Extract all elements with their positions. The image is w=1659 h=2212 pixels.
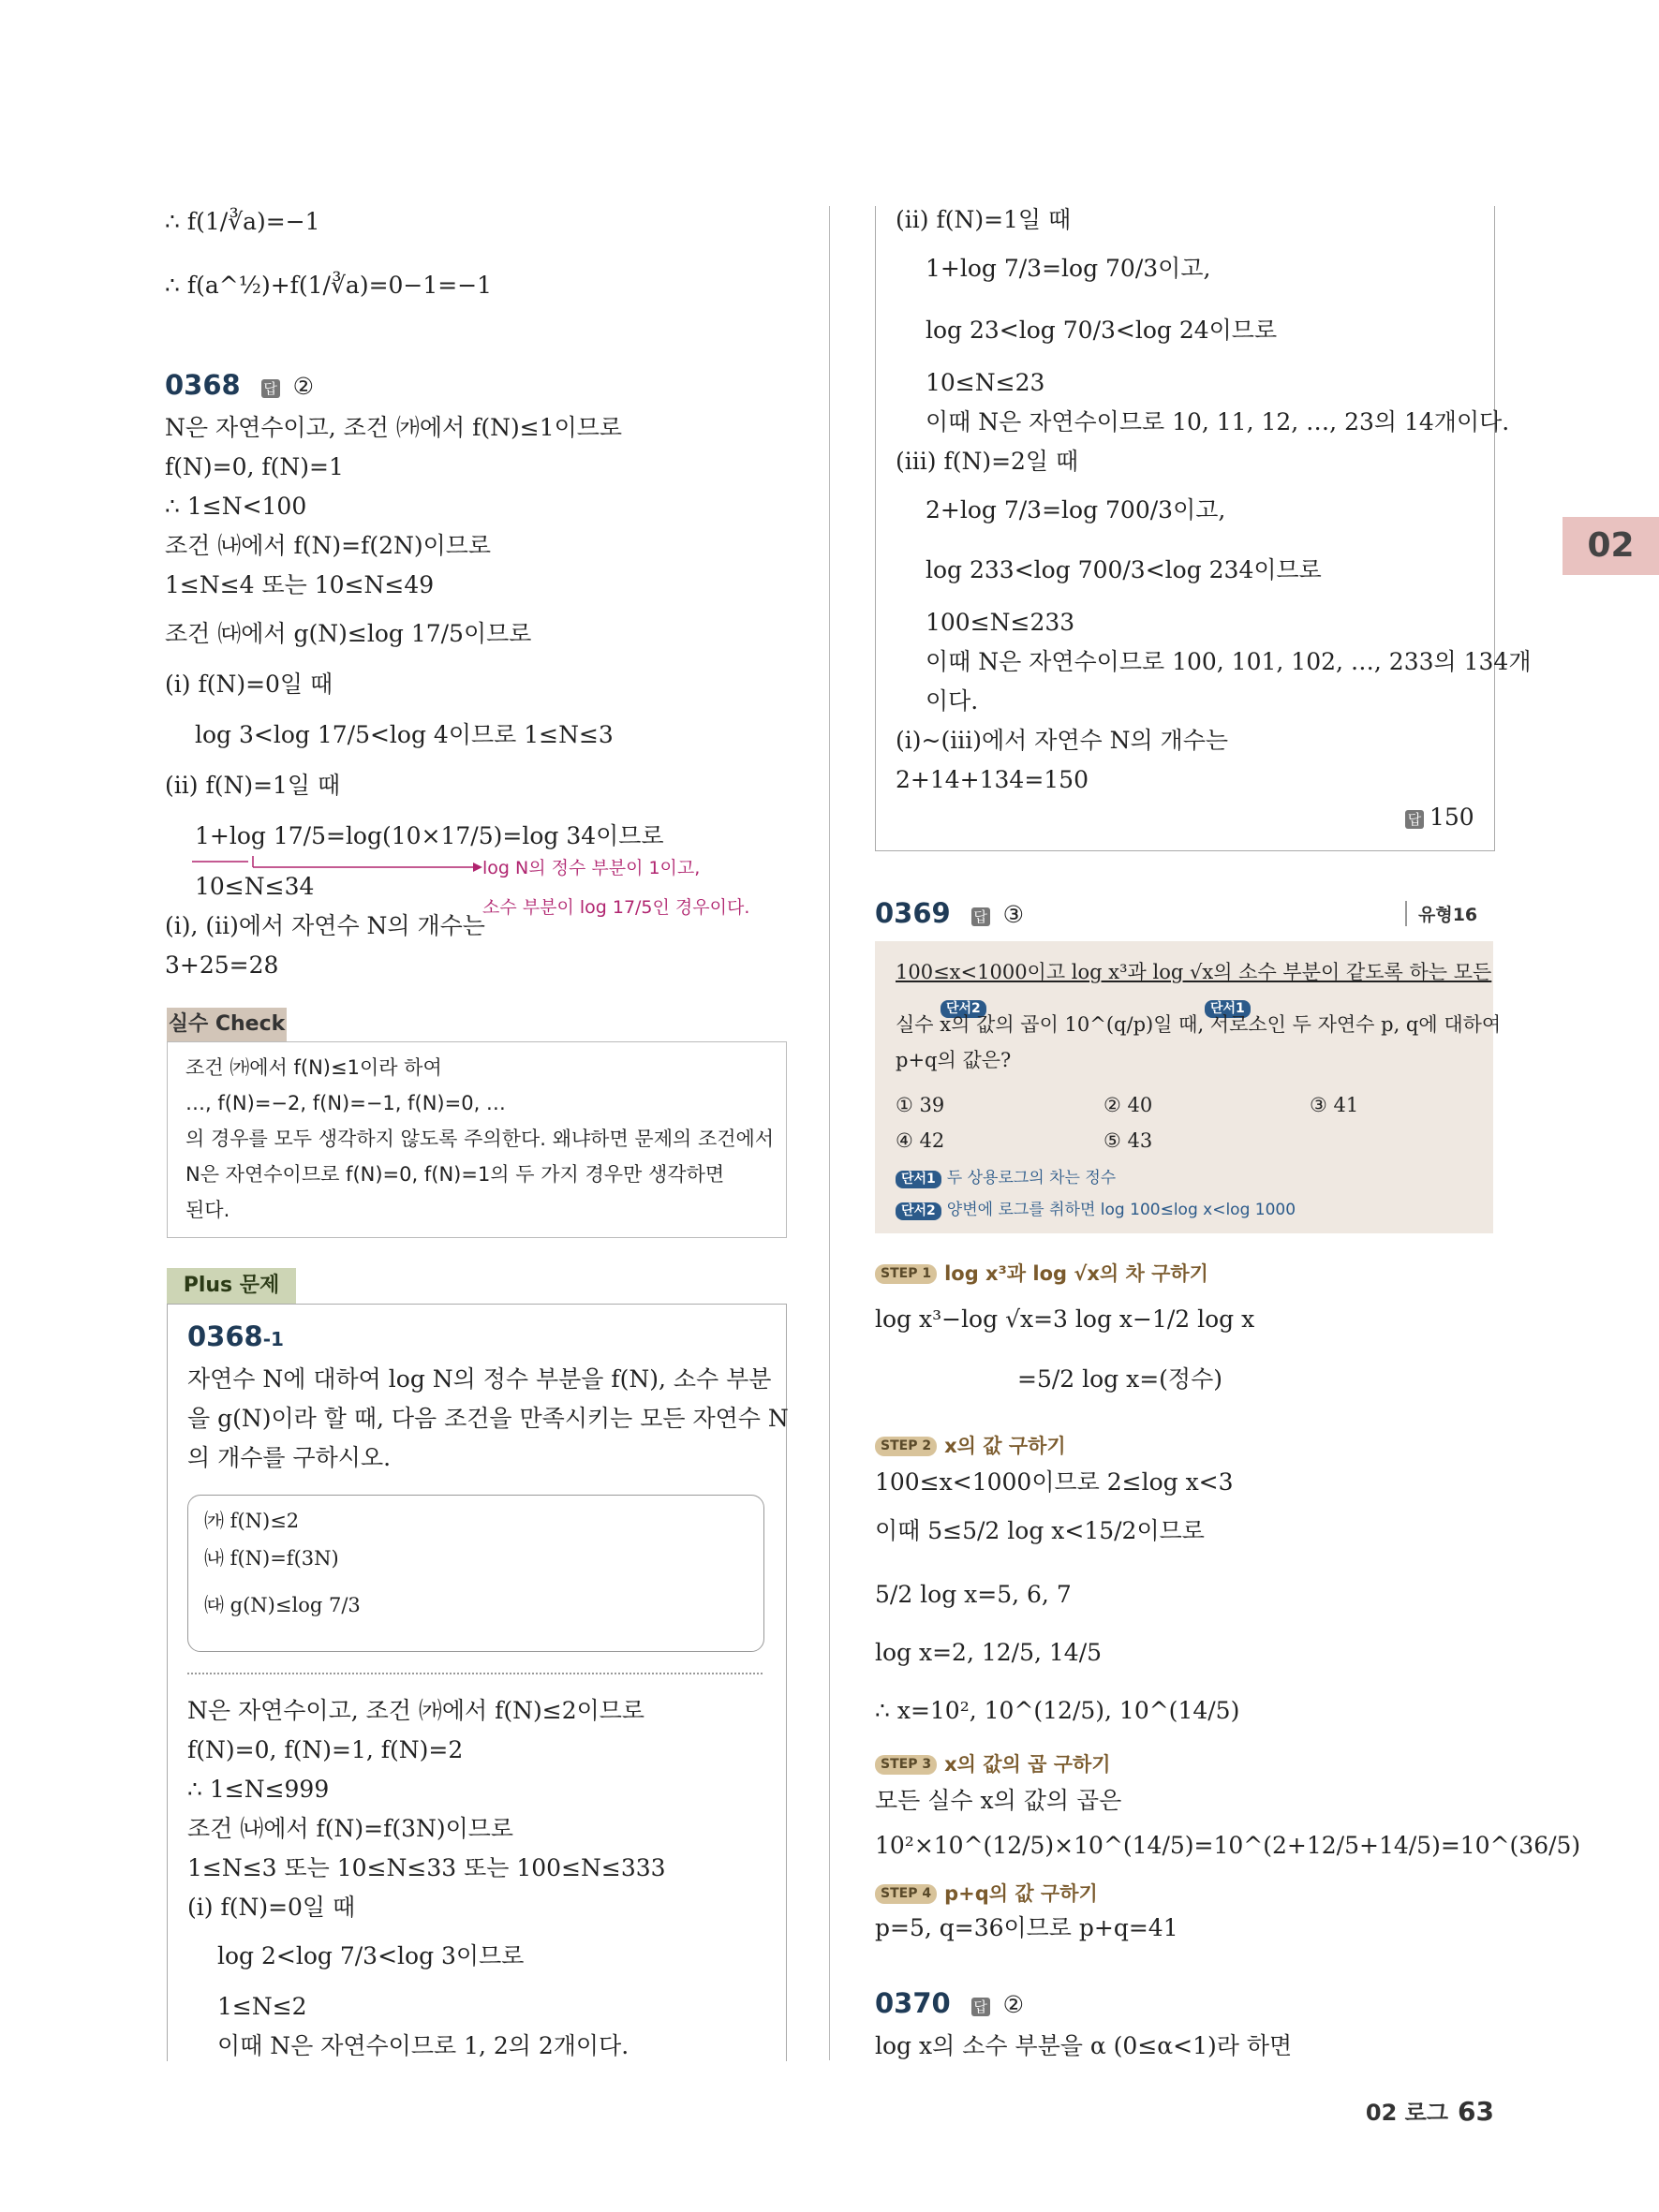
q0368-line: 10≤N≤34 (195, 873, 315, 900)
dotted-separator (187, 1673, 763, 1674)
right-line: 이때 N은 자연수이므로 100, 101, 102, …, 233의 134개 (926, 648, 1532, 675)
q0368-line: ∴ 1≤N<100 (165, 493, 307, 520)
q0369-answer: ③ (1002, 901, 1025, 928)
right-line: (iii) f(N)=2일 때 (896, 448, 1079, 475)
q0368-line: 조건 ㈐에서 g(N)≤log 17/5이므로 (165, 620, 532, 647)
plus-solution-line: log 2<log 7/3<log 3이므로 (217, 1942, 525, 1969)
plus-sub-number: -1 (262, 1328, 284, 1350)
problem-0369-box (875, 941, 1493, 1233)
q0368-line: f(N)=0, f(N)=1 (165, 453, 344, 480)
annotation-line-1: log N의 정수 부분이 1이고, (482, 858, 701, 878)
type-label: 유형16 (1405, 901, 1477, 926)
answer-icon: 답 (971, 907, 990, 926)
q0368-number: 0368 (165, 369, 241, 401)
step-2-line: log x=2, 12/5, 14/5 (875, 1639, 1103, 1666)
hint-1-text: 두 상용로그의 차는 정수 (946, 1169, 1117, 1187)
answer-150-value: 150 (1429, 804, 1474, 831)
q0368-answer: ② (292, 373, 315, 400)
right-line: 10≤N≤23 (926, 369, 1045, 396)
condition-b: ㈏ f(N)=f(3N) (204, 1547, 339, 1570)
hint-2-text: 양변에 로그를 취하면 log 100≤log x<log 1000 (946, 1201, 1296, 1219)
step-2-header (875, 1431, 1066, 1459)
hint-2 (896, 1193, 1296, 1221)
hint-1 (896, 1161, 1116, 1189)
left-line-2: ∴ f(a^½)+f(1/∛a)=0−1=−1 (165, 272, 493, 299)
problem-line: 실수 x의 값의 곱이 10^(q/p)일 때, 서로소인 두 자연수 p, q에 대하여 (896, 1013, 1502, 1036)
q0368-line: 3+25=28 (165, 951, 279, 979)
right-line: 2+log 7/3=log 700/3이고, (926, 496, 1226, 524)
q0369-header (875, 897, 1024, 930)
q0370-line: log x의 소수 부분을 α (0≤α<1)라 하면 (875, 2032, 1293, 2059)
q0370-header (875, 1987, 1024, 2020)
check-line: …, f(N)=−2, f(N)=−1, f(N)=0, … (185, 1092, 506, 1114)
plus-question-line: 의 개수를 구하시오. (187, 1444, 392, 1471)
problem-line: p+q의 값은? (896, 1049, 1012, 1071)
answer-icon: 답 (971, 1998, 990, 2016)
q0368-line: 1≤N≤4 또는 10≤N≤49 (165, 571, 435, 598)
q0369-number: 0369 (875, 897, 951, 929)
step-2-title: x의 값 구하기 (944, 1435, 1066, 1457)
step-4-badge: STEP 4 (875, 1884, 937, 1904)
chapter-side-tab: 02 (1563, 517, 1659, 575)
right-line: log 233<log 700/3<log 234이므로 (926, 556, 1322, 583)
check-tab: 실수 Check (167, 1008, 287, 1041)
step-2-badge: STEP 2 (875, 1437, 937, 1456)
right-line: 이때 N은 자연수이므로 10, 11, 12, …, 23의 14개이다. (926, 408, 1510, 435)
problem-line: 100≤x<1000이고 log x³과 log √x의 소수 부분이 같도록 하는 모든 (896, 961, 1492, 983)
q0370-number: 0370 (875, 1987, 951, 2019)
hint-2-badge: 단서2 (896, 1202, 941, 1220)
answer-icon: 답 (1405, 810, 1424, 829)
check-line: N은 자연수이므로 f(N)=0, f(N)=1의 두 가지 경우만 생각하면 (185, 1163, 725, 1186)
step-1-line: =5/2 log x=(정수) (1017, 1365, 1222, 1393)
condition-a: ㈎ f(N)≤2 (204, 1510, 300, 1532)
step-3-line: 모든 실수 x의 값의 곱은 (875, 1787, 1122, 1814)
hint-tag-1-label: 단서1 (1205, 1000, 1251, 1018)
right-line: (ii) f(N)=1일 때 (896, 206, 1072, 233)
condition-c: ㈐ g(N)≤log 7/3 (204, 1594, 361, 1616)
plus-solution-line: N은 자연수이고, 조건 ㈎에서 f(N)≤2이므로 (187, 1697, 645, 1724)
check-line: 된다. (185, 1199, 230, 1221)
step-4-line: p=5, q=36이므로 p+q=41 (875, 1914, 1178, 1941)
step-3-badge: STEP 3 (875, 1755, 937, 1775)
q0368-line: 1+log 17/5=log(10×17/5)=log 34이므로 (195, 822, 664, 849)
step-1-line: log x³−log √x=3 log x−1/2 log x (875, 1305, 1255, 1333)
q0368-line: (i), (ii)에서 자연수 N의 개수는 (165, 912, 485, 939)
plus-number: 0368 (187, 1320, 263, 1352)
right-line: 이다. (926, 687, 979, 715)
hint-tag-2-label: 단서2 (941, 1000, 986, 1018)
q0368-line: N은 자연수이고, 조건 ㈎에서 f(N)≤1이므로 (165, 414, 623, 441)
right-line: 1+log 7/3=log 70/3이고, (926, 255, 1211, 282)
plus-solution-line: 이때 N은 자연수이므로 1, 2의 2개이다. (217, 2032, 630, 2059)
step-4-title: p+q의 값 구하기 (944, 1882, 1098, 1905)
plus-tab: Plus 문제 (167, 1268, 296, 1304)
page-number: 63 (1458, 2096, 1494, 2127)
choice-4: ④ 42 (896, 1129, 945, 1152)
answer-150 (1392, 804, 1474, 832)
q0368-line: (i) f(N)=0일 때 (165, 671, 333, 698)
plus-solution-line: 1≤N≤3 또는 10≤N≤33 또는 100≤N≤333 (187, 1854, 666, 1881)
left-line-1: ∴ f(1/∛a)=−1 (165, 208, 320, 235)
step-1-badge: STEP 1 (875, 1264, 937, 1284)
plus-solution-line: 1≤N≤2 (217, 1993, 307, 2020)
step-3-line: 10²×10^(12/5)×10^(14/5)=10^(2+12/5+14/5)=10^(36/5) (875, 1832, 1581, 1859)
footer-chapter: 02 로그 (1365, 2100, 1449, 2126)
plus-solution-line: (i) f(N)=0일 때 (187, 1894, 356, 1921)
right-line: 100≤N≤233 (926, 609, 1075, 636)
check-line: 조건 ㈎에서 f(N)≤1이라 하여 (185, 1056, 442, 1079)
annotation-arrow (192, 854, 492, 877)
step-2-line: 이때 5≤5/2 log x<15/2이므로 (875, 1517, 1205, 1544)
step-2-line: ∴ x=10², 10^(12/5), 10^(14/5) (875, 1697, 1240, 1724)
hint-1-badge: 단서1 (896, 1171, 941, 1188)
choice-1: ① 39 (896, 1094, 945, 1116)
plus-solution-line: ∴ 1≤N≤999 (187, 1776, 330, 1803)
step-2-line: 100≤x<1000이므로 2≤log x<3 (875, 1468, 1234, 1496)
step-4-header (875, 1879, 1098, 1907)
q0368-header (165, 369, 314, 402)
q0368-line: log 3<log 17/5<log 4이므로 1≤N≤3 (195, 721, 614, 748)
step-2-line: 5/2 log x=5, 6, 7 (875, 1581, 1072, 1608)
plus-problem-number (187, 1320, 284, 1353)
right-line: (i)~(iii)에서 자연수 N의 개수는 (896, 727, 1229, 754)
answer-icon: 답 (261, 379, 280, 398)
right-line: log 23<log 70/3<log 24이므로 (926, 317, 1278, 344)
right-line: 2+14+134=150 (896, 766, 1089, 793)
choice-5: ⑤ 43 (1104, 1129, 1153, 1152)
check-line: 의 경우를 모두 생각하지 않도록 주의한다. 왜냐하면 문제의 조건에서 (185, 1128, 775, 1150)
choice-2: ② 40 (1104, 1094, 1153, 1116)
q0368-line: (ii) f(N)=1일 때 (165, 772, 341, 799)
plus-question-line: 을 g(N)이라 할 때, 다음 조건을 만족시키는 모든 자연수 N (187, 1405, 789, 1432)
annotation-line-2: 소수 부분이 log 17/5인 경우이다. (482, 897, 750, 918)
plus-solution-line: 조건 ㈏에서 f(N)=f(3N)이므로 (187, 1815, 514, 1842)
page-footer (1366, 2094, 1494, 2127)
column-divider (829, 206, 830, 2060)
q0368-line: 조건 ㈏에서 f(N)=f(2N)이므로 (165, 532, 492, 559)
step-3-title: x의 값의 곱 구하기 (944, 1753, 1111, 1776)
step-1-title: log x³과 log √x의 차 구하기 (944, 1262, 1208, 1285)
plus-question-line: 자연수 N에 대하여 log N의 정수 부분을 f(N), 소수 부분 (187, 1365, 772, 1393)
q0370-answer: ② (1002, 1991, 1025, 2018)
plus-solution-line: f(N)=0, f(N)=1, f(N)=2 (187, 1736, 464, 1763)
step-3-header (875, 1749, 1111, 1777)
step-1-header (875, 1259, 1208, 1287)
choice-3: ③ 41 (1310, 1094, 1359, 1116)
